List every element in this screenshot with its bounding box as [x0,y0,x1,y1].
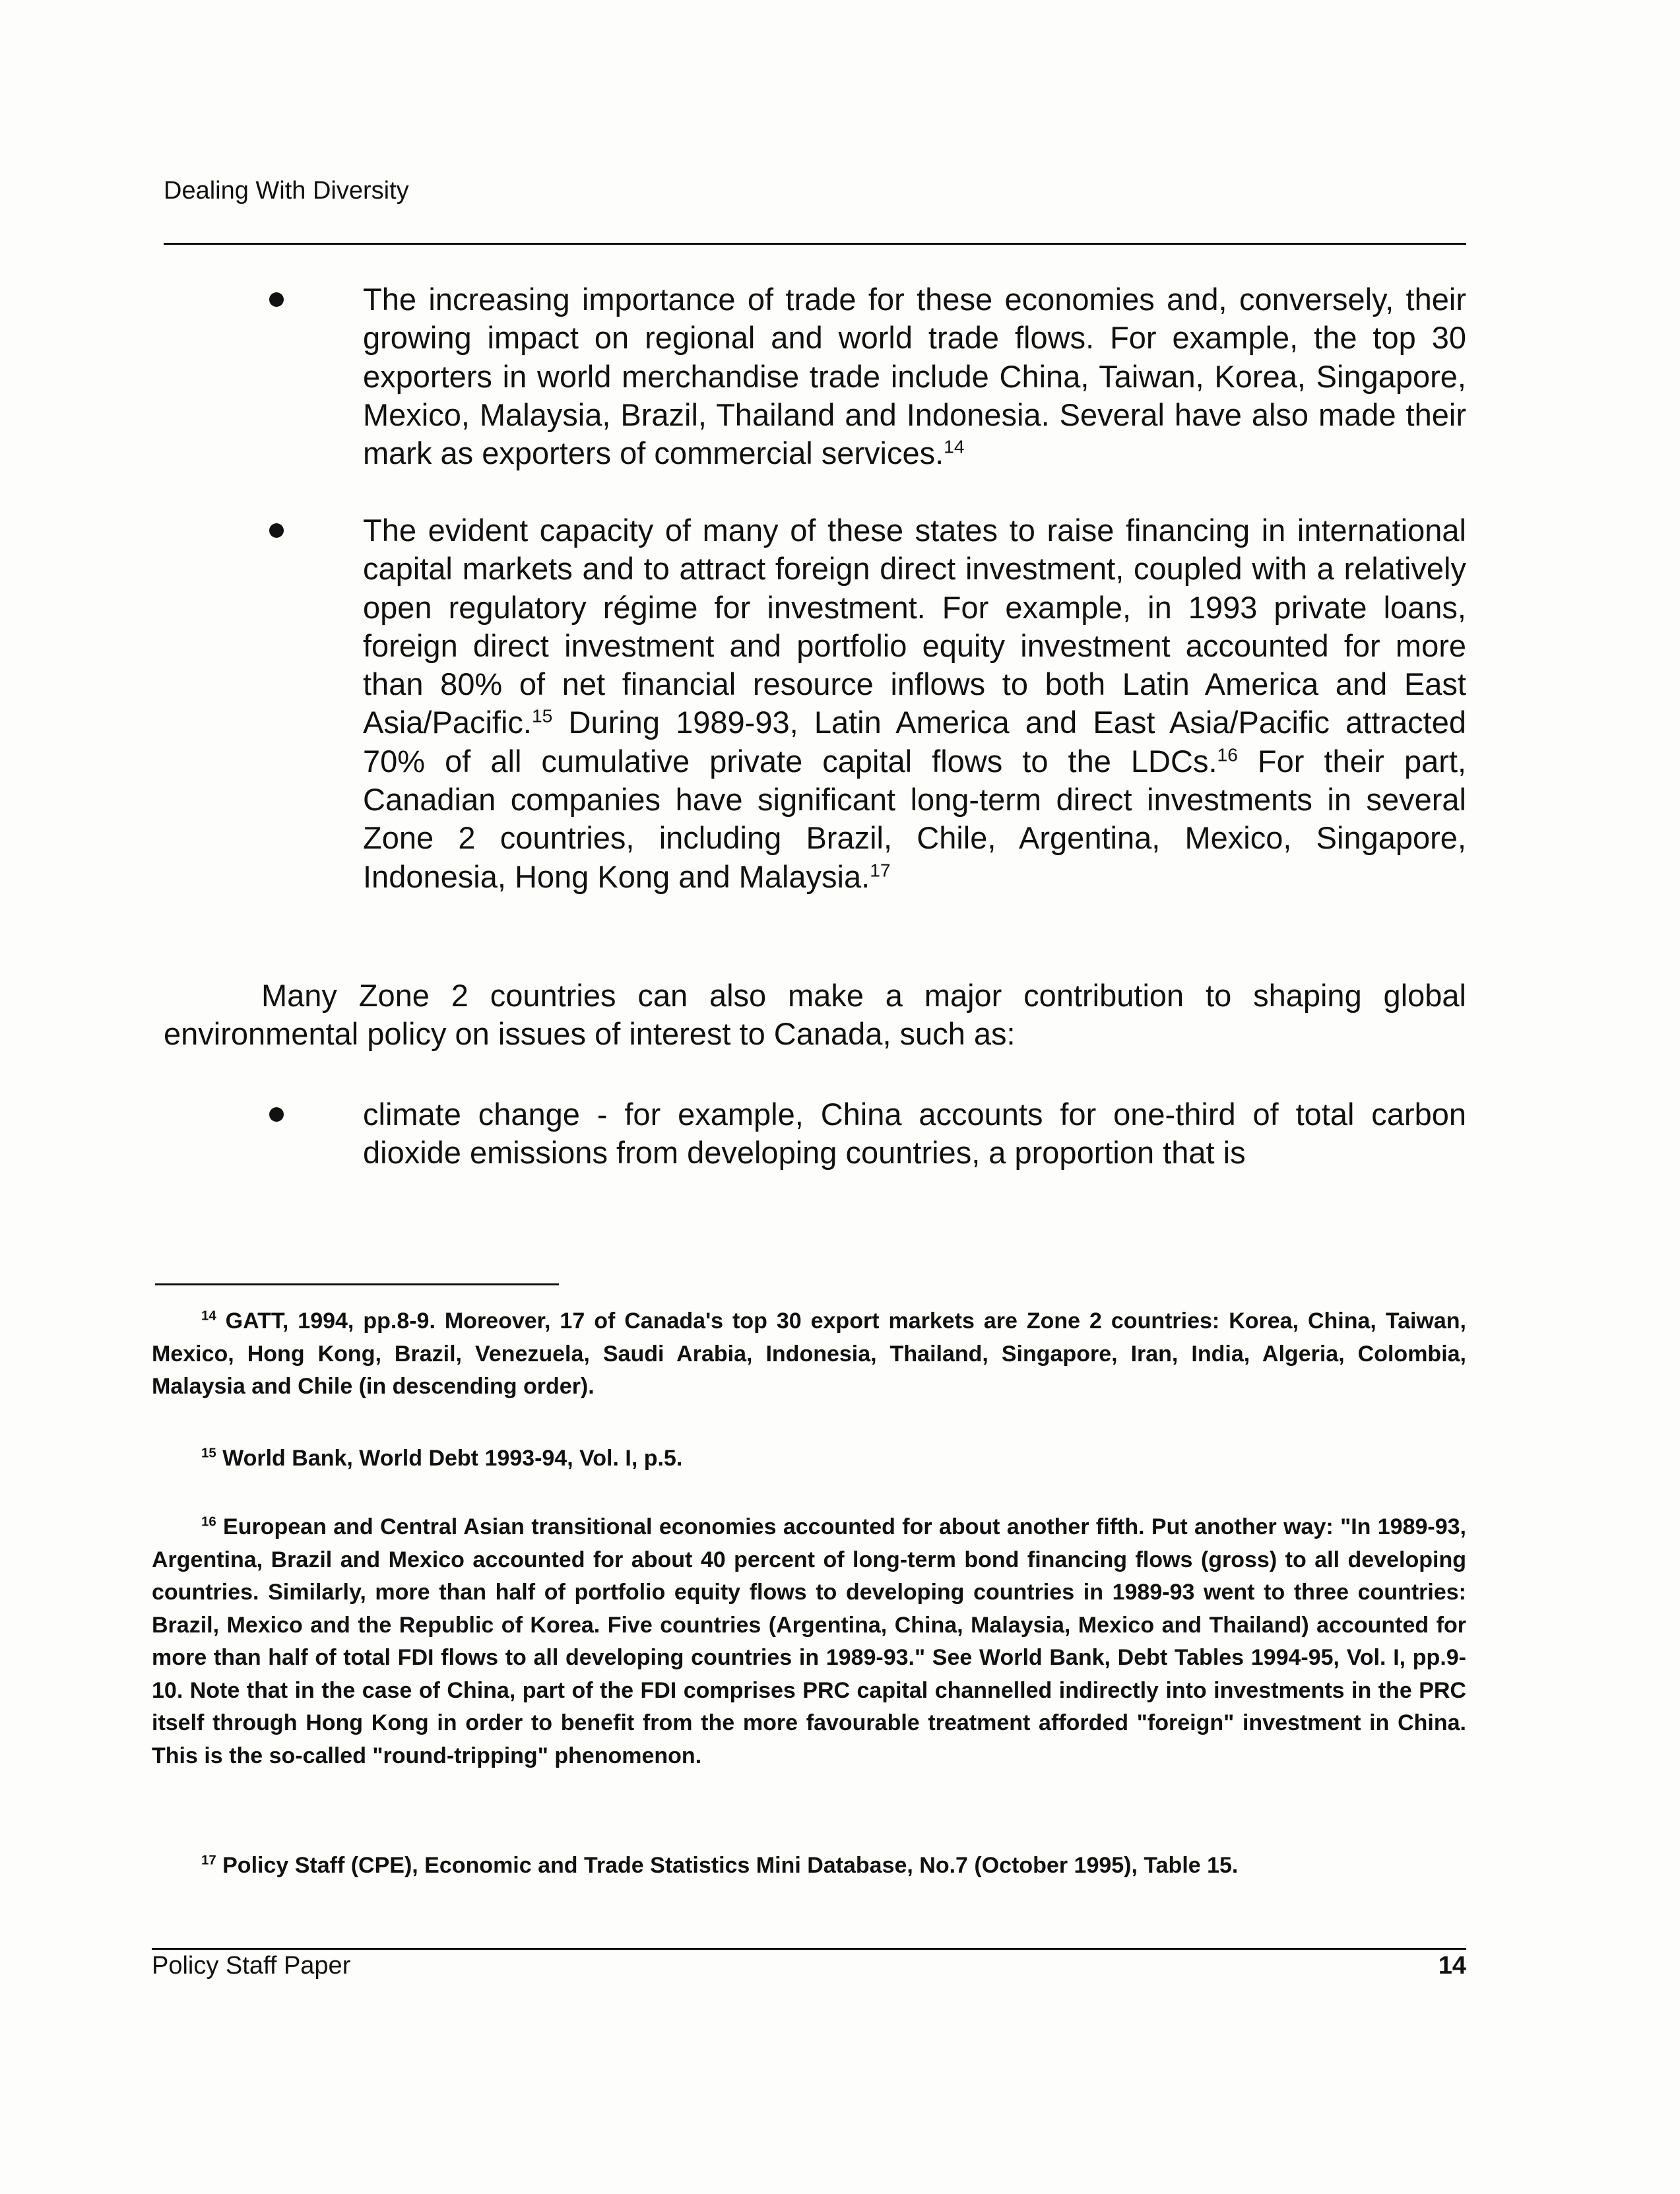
footer-rule [152,1948,1466,1950]
footnote-16: $^{16}$ European and Central Asian transitional economies accounted for about another fifth. Put another way: "In 1989-93, Argentina, Brazil and Mexico accounted for about 40 percent of long-term bond financing flows (gross) to all developing countries. Similarly, more than half of portfolio equity flows to developing countries in 1989-93 went to three countries: Brazil, Mexico and the Republic of Korea. Five countries (Argentina, China, Malaysia, Mexico and Thailand) accounted for more than half of total FDI flows to all developing countries in 1989-93." See World Bank, Debt Tables 1994-95, Vol. I, pp.9-10. Note that in the case of China, part of the FDI comprises PRC capital channelled indirectly into investments in the PRC itself through Hong Kong in order to benefit from the more favourable treatment afforded "foreign" investment in China. This is the so-called "round-tripping" phenomenon. [152,1514,1466,1768]
header-rule [164,243,1466,245]
bullet-dot-icon [269,292,284,307]
footnote-rule [155,1283,559,1285]
footnote-number: 17 [201,1853,216,1868]
bullet-text: climate change - for example, China accounts for one-third of total carbon dioxide emissions from developing countries, a proportion that is [363,1097,1466,1171]
bullet-dot-icon [269,523,284,538]
footnote-number: 15 [201,1446,216,1461]
bullet-text: The increasing importance of trade for these economies and, conversely, their growing impact on regional and world trade flows. For example, the top 30 exporters in world merchandise trade include China, Taiwan, Korea, Singapore, Mexico, Malaysia, Brazil, Thailand and Indonesia. Several have also made their mark as exporters of commercial services.$^{14}$ [363,282,1466,471]
footnote-ref: 14 [944,436,965,457]
footer-title: Policy Staff Paper [152,1952,351,1980]
body-paragraph: Many Zone 2 countries can also make a major contribution to shaping global environmental policy on issues of interest to Canada, such as: [164,978,1466,1052]
page-number: 14 [1438,1952,1466,1980]
bullet-item-trade [269,280,1466,472]
footnote-ref: 17 [870,859,891,881]
bullet-text: The evident capacity of many of these states to raise financing in international capital markets and to attract foreign direct investment, coupled with a relatively open regulatory régime for investment. For example, in 1993 private loans, foreign direct investment and portfolio equity investment accounted for more than 80% of net financial resource inflows to both Latin America and East Asia/Pacific.$^{15}$ During 1989-93, Latin America and East Asia/Pacific attracted 70% of all cumulative private capital flows to the LDCs.$^{16}$ For their part, Canadian companies have significant long-term direct investments in several Zone 2 countries, including Brazil, Chile, Argentina, Mexico, Singapore, Indonesia, Hong Kong and Malaysia.$^{17}$ [363,513,1466,894]
bullet-item-climate [269,1095,1466,1173]
running-header: Dealing With Diversity [164,177,409,205]
footnote-number: 14 [201,1308,216,1324]
bullet-item-investment [269,511,1466,896]
footnote-number: 16 [201,1514,216,1530]
footnote-14: $^{14}$ GATT, 1994, pp.8-9. Moreover, 17 of Canada's top 30 export markets are Zone 2 countries: Korea, China, Taiwan, Mexico, Hong Kong, Brazil, Venezuela, Saudi Arabia, Indonesia, Thailand, Singapore, Iran, India, Algeria, Colombia, Malaysia and Chile (in descending order). [152,1308,1466,1399]
footnote-17: $^{17}$ Policy Staff (CPE), Economic and Trade Statistics Mini Database, No.7 (October 1995), Table 15. [201,1853,1239,1878]
footnote-ref: 16 [1217,744,1238,765]
bullet-dot-icon [269,1107,284,1122]
footnote-ref: 15 [531,705,553,726]
footnote-15: $^{15}$ World Bank, World Debt 1993-94, Vol. I, p.5. [201,1446,683,1471]
